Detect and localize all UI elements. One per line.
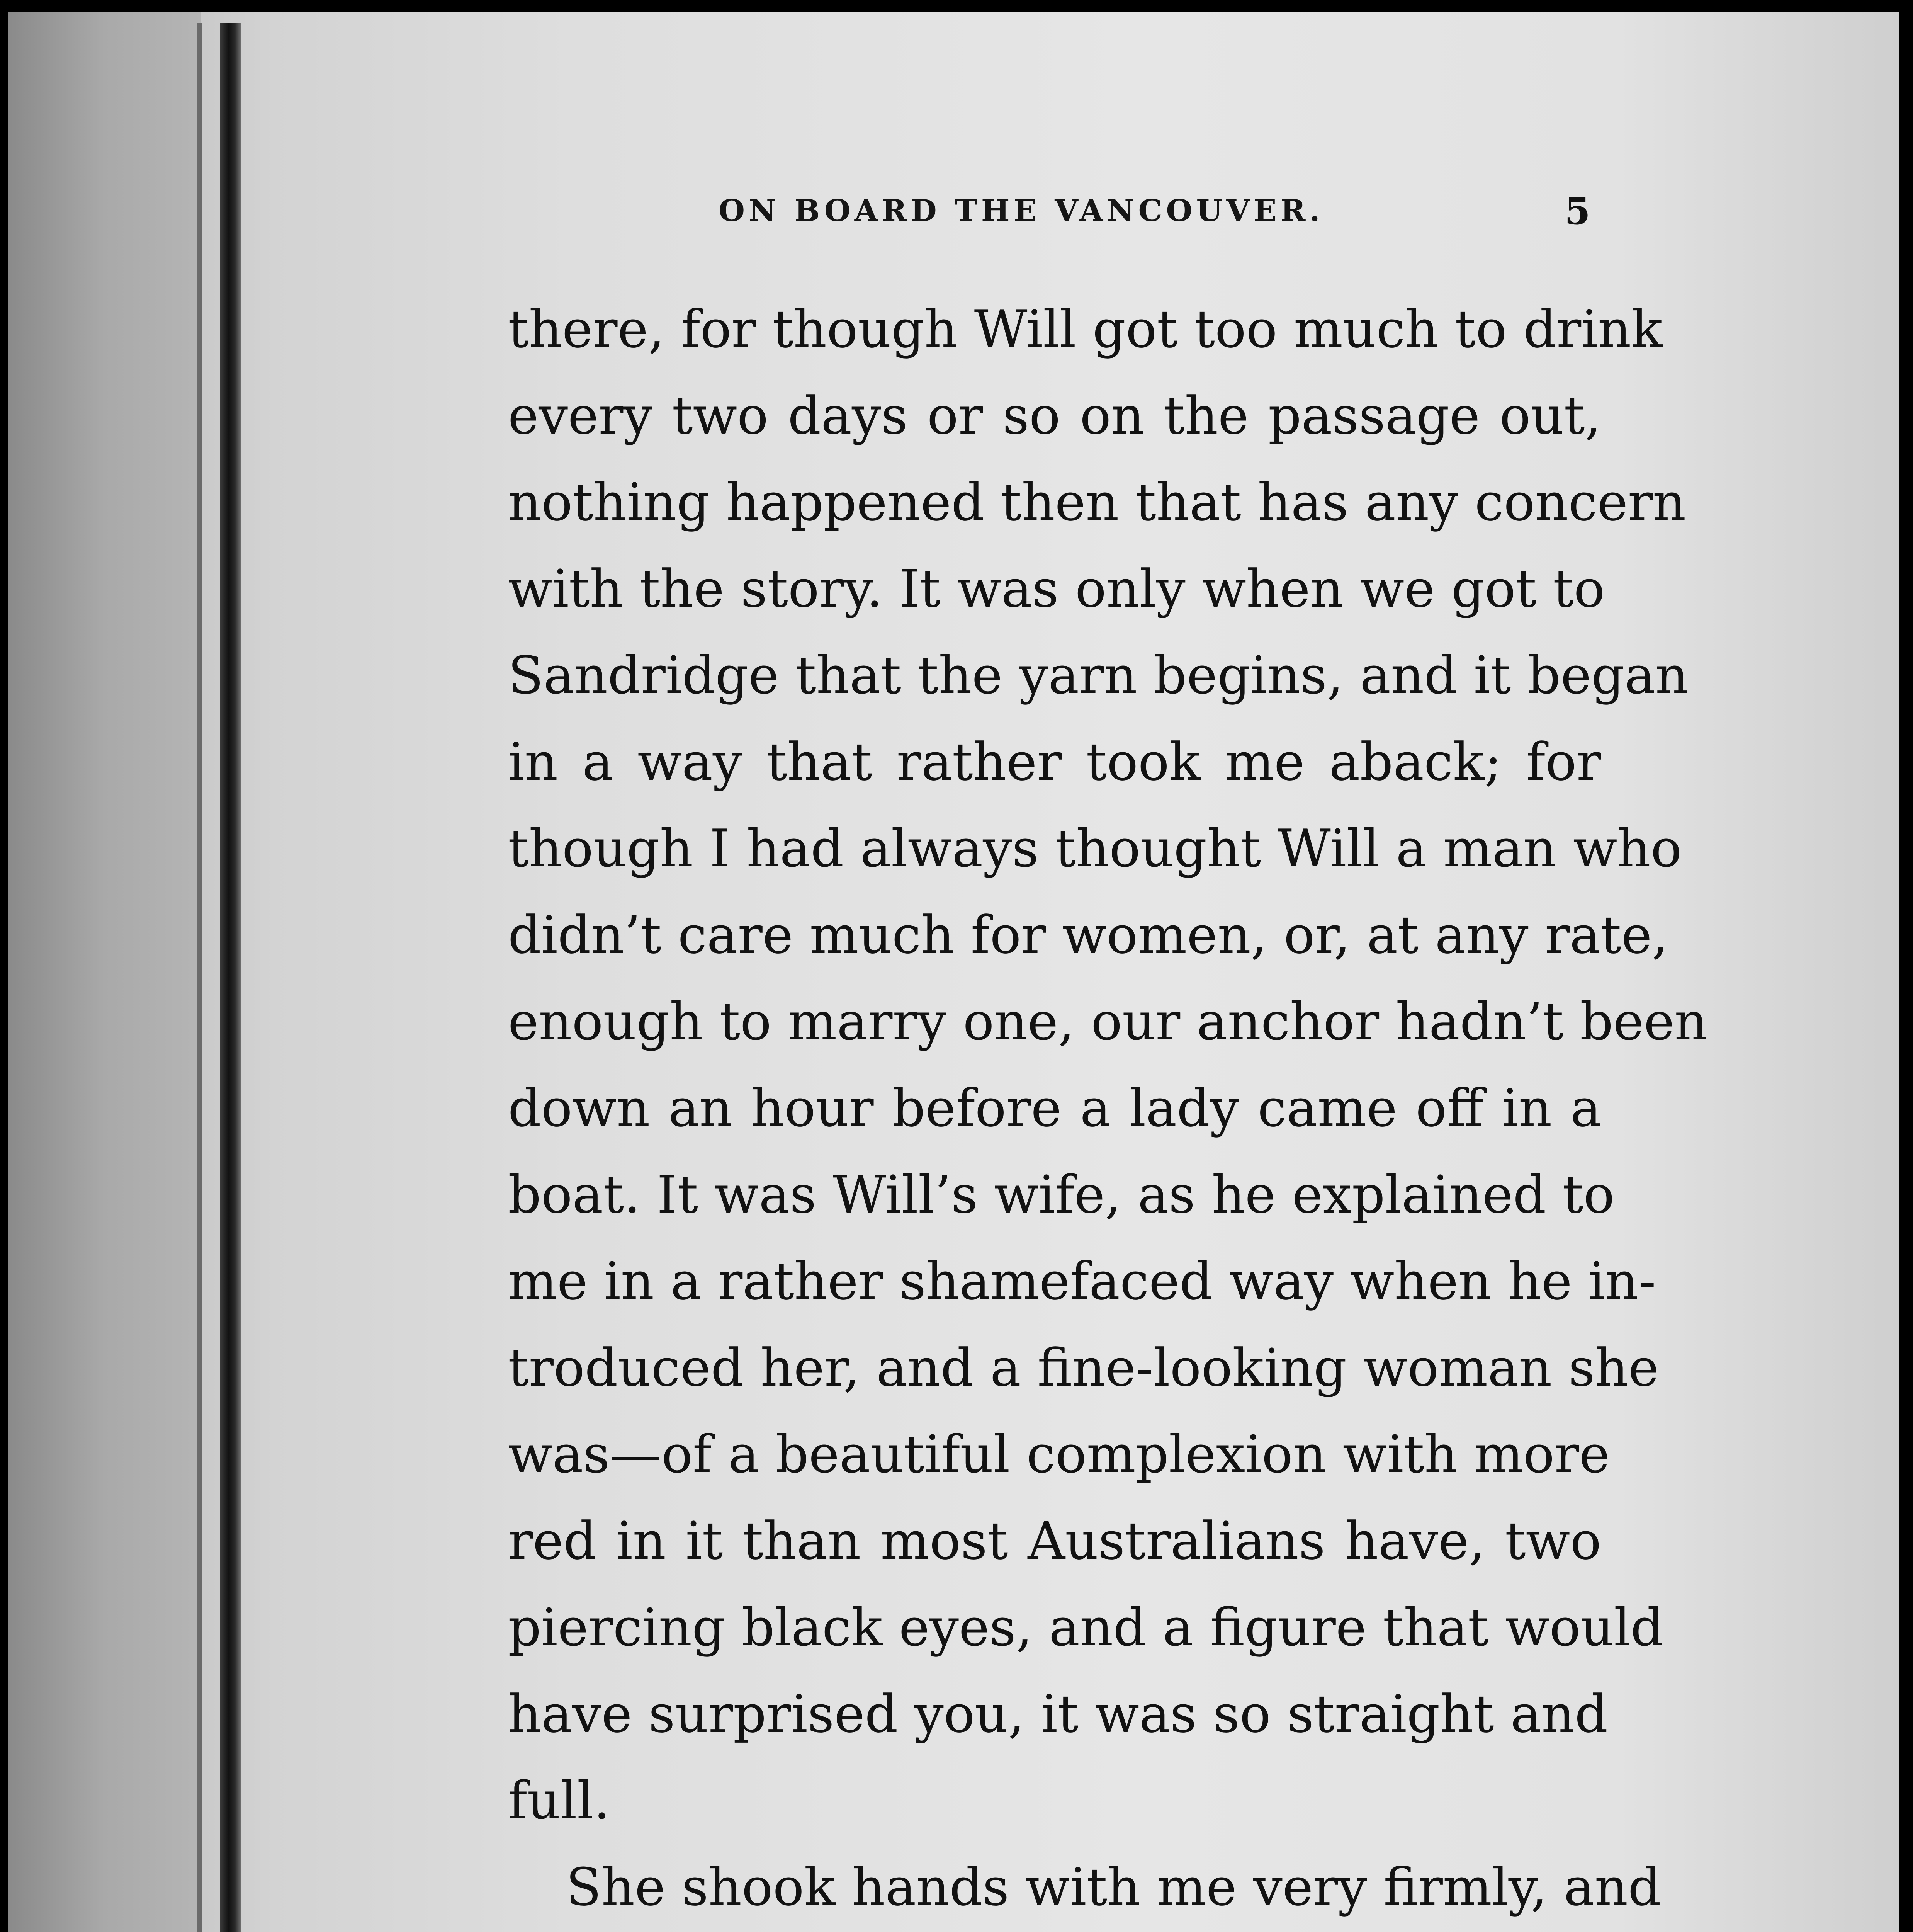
text-line: boat. It was Will’s wife, as he explained to — [508, 1165, 1615, 1225]
text-line: enough to marry one, our anchor hadn’t been — [508, 992, 1708, 1052]
text-line: nothing happened then that has any concern — [508, 472, 1686, 532]
gutter-line — [197, 23, 202, 1932]
scan-border-top — [0, 0, 1913, 12]
text-line: with the story. It was only when we got to — [508, 559, 1605, 619]
gutter-shadow — [220, 23, 241, 1932]
text-line: down an hour before a lady came off in a — [508, 1078, 1601, 1138]
text-line: She shook hands with me very firmly, and — [566, 1857, 1661, 1917]
binding-margin — [8, 12, 201, 1932]
text-line: Sandridge that the yarn begins, and it began — [508, 645, 1689, 706]
text-line: piercing black eyes, and a figure that would — [508, 1597, 1664, 1658]
running-title: ON BOARD THE VANCOUVER. — [719, 193, 1324, 228]
text-line: was—of a beautiful complexion with more — [508, 1424, 1610, 1485]
text-line: have surprised you, it was so straight and — [508, 1684, 1608, 1744]
text-line: full. — [508, 1770, 610, 1831]
text-line: me in a rather shamefaced way when he in- — [508, 1251, 1656, 1311]
text-line: in a way that rather took me aback; for — [508, 732, 1601, 792]
text-line: every two days or so on the passage out, — [508, 386, 1601, 446]
body-text — [508, 286, 1708, 1932]
scan-border-right — [1899, 0, 1913, 1932]
text-line — [508, 1930, 1601, 1932]
page-number: 5 — [1565, 189, 1590, 233]
text-line: troduced her, and a fine-looking woman she — [508, 1338, 1659, 1398]
text-line: didn’t care much for women, or, at any rate, — [508, 905, 1668, 965]
text-line: though I had always thought Will a man who — [508, 818, 1682, 879]
text-line: there, for though Will got too much to drink — [508, 299, 1663, 359]
text-line: red in it than most Australians have, two — [508, 1511, 1601, 1571]
